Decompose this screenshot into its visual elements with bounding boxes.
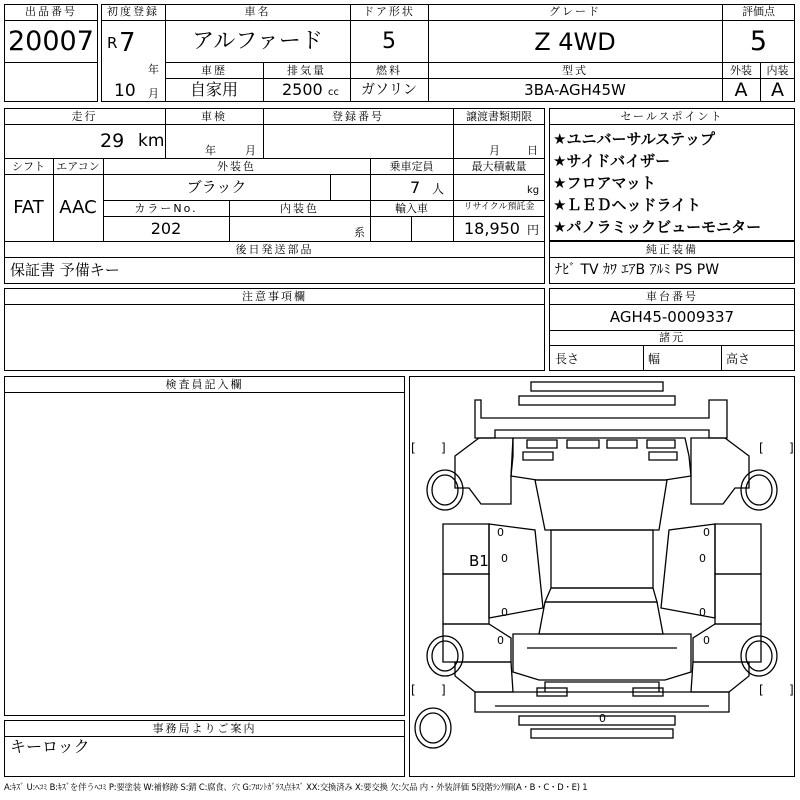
first-registration-label: 初度登録 — [107, 5, 159, 18]
transfer-day-unit: 日 — [527, 144, 538, 157]
sales-point-item: ★ユニバーサルステップ — [553, 130, 715, 148]
fuel: ガソリン — [361, 82, 417, 98]
damage-mark: 0 — [497, 526, 504, 539]
lot-number-label: 出品番号 — [25, 5, 77, 18]
bracket-mark: ] — [789, 441, 794, 455]
rear-bumper-bottom — [519, 716, 675, 725]
later-parts: 保証書 予備キー — [10, 261, 120, 279]
inspector-box — [4, 376, 405, 716]
capacity: 7 — [410, 178, 421, 197]
displacement-label: 排気量 — [287, 64, 326, 77]
length-label: 長さ — [555, 352, 580, 366]
recycle-fee-label: リサイクル預託金 — [463, 202, 535, 212]
history-label: 車歴 — [201, 64, 227, 77]
bracket-mark: ] — [441, 683, 446, 697]
interior-color-label: 内装色 — [280, 202, 319, 215]
width-label: 幅 — [648, 352, 661, 366]
mileage-label: 走行 — [71, 110, 98, 123]
chassis-number: AGH45-0009337 — [609, 308, 735, 326]
bracket-mark: [ — [411, 683, 416, 697]
model-label: 型式 — [562, 64, 588, 77]
registration-month: 10 — [114, 81, 136, 101]
interior-color-unit: 系 — [354, 226, 365, 239]
model-code: 3BA-AGH45W — [524, 81, 626, 99]
exterior-label: 外装 — [730, 64, 752, 77]
bracket-mark: ] — [789, 683, 794, 697]
mileage-unit: km — [138, 131, 165, 151]
hood — [511, 438, 691, 480]
interior-grade: A — [771, 79, 784, 101]
rear-bumper — [475, 692, 729, 712]
inspection-month-unit: 月 — [245, 144, 256, 157]
aircon: AAC — [59, 197, 97, 218]
car-diagram — [409, 376, 795, 777]
displacement: 2500 — [282, 80, 323, 99]
windshield — [535, 480, 667, 530]
month-unit: 月 — [148, 87, 159, 100]
grade: Z 4WD — [534, 28, 616, 56]
color-number: 202 — [150, 219, 182, 238]
sales-point-item: ★ＬＥＤヘッドライト — [553, 196, 701, 214]
damage-mark: 0 — [699, 606, 706, 619]
bracket-mark: [ — [759, 683, 764, 697]
notes-label: 注意事項欄 — [242, 290, 307, 303]
score-label: 評価点 — [742, 5, 775, 18]
office-note: キーロック — [10, 737, 90, 756]
history: 自家用 — [189, 80, 238, 99]
fuel-label: 燃料 — [376, 64, 402, 77]
capacity-label: 乗車定員 — [389, 160, 434, 173]
damage-mark: 0 — [699, 552, 706, 565]
damage-mark: 0 — [703, 526, 710, 539]
door-type-label: ドア形状 — [363, 5, 415, 18]
bracket-mark: ] — [441, 441, 446, 455]
rear-hatch — [513, 634, 691, 680]
front-bumper-inner — [519, 396, 675, 405]
grade-label: グレード — [549, 5, 601, 18]
rear-glass — [539, 602, 663, 634]
left-rear-door — [443, 574, 489, 624]
inspection-label: 車検 — [201, 110, 227, 123]
mileage: 29 — [100, 130, 125, 152]
damage-mark: 0 — [703, 634, 710, 647]
damage-mark: 0 — [501, 552, 508, 565]
equipment-label: 純正装備 — [646, 243, 698, 256]
right-rear-door — [715, 574, 761, 624]
damage-mark-b1: B1 — [469, 552, 489, 570]
shift-label: シフト — [12, 160, 45, 173]
roof — [551, 530, 653, 588]
later-parts-label: 後日発送部品 — [235, 243, 314, 256]
recycle-fee: 18,950 — [464, 219, 520, 238]
front-right-fender — [691, 438, 749, 504]
max-load-label: 最大積載量 — [471, 160, 527, 173]
equipment: ﾅﾋﾞ TV ｶﾜ ｴｱB ｱﾙﾐ PS PW — [555, 262, 720, 278]
office-label: 事務局よりご案内 — [152, 722, 257, 735]
sales-point-item: ★パノラミックビューモニター — [553, 218, 762, 236]
car-name-label: 車名 — [244, 5, 271, 18]
interior-label: 内装 — [766, 64, 789, 77]
era-mark: R — [107, 34, 118, 52]
lot-number: 20007 — [8, 26, 94, 57]
exterior-color: ブラック — [186, 178, 247, 196]
displacement-unit: cc — [328, 87, 339, 98]
bracket-mark: [ — [759, 441, 764, 455]
front-bumper — [475, 400, 727, 438]
max-load-unit: kg — [527, 185, 540, 196]
front-left-fender — [455, 438, 513, 504]
color-number-label: カラーNo. — [134, 202, 198, 215]
rear-right-quarter — [691, 662, 749, 692]
import-label: 輸入車 — [395, 202, 428, 215]
recycle-fee-unit: 円 — [527, 223, 540, 237]
exterior-color-label: 外装色 — [217, 160, 256, 173]
sales-point-item: ★サイドバイザー — [553, 152, 671, 170]
inspector-label: 検査員記入欄 — [165, 378, 244, 391]
legend: A:ｷｽﾞ U:ﾍｺﾐ B:ｷｽﾞを伴うﾍｺﾐ P:要塗装 W:補修跡 S:錆 C:腐食、穴 G:ﾌﾛﾝﾄｶﾞﾗｽ点ｷｽﾞ XX:交換済み X:要交換 欠:欠品 内・外装評価 5段階ﾗﾝｸ順(A・B・C・D・E) 1 — [4, 782, 588, 792]
registration-number-label: 登録番号 — [332, 110, 384, 123]
transfer-month-unit: 月 — [489, 144, 500, 157]
door-count: 5 — [382, 29, 396, 54]
damage-mark: 0 — [501, 606, 508, 619]
aircon-label: エアコン — [56, 160, 100, 173]
transfer-deadline-label: 譲渡書類期限 — [466, 110, 532, 123]
specs-label: 諸元 — [659, 331, 685, 344]
front-bumper-top — [531, 382, 663, 391]
inspection-year-unit: 年 — [205, 144, 216, 157]
sales-point-item: ★フロアマット — [553, 174, 656, 192]
shift: FAT — [13, 197, 44, 218]
sales-points-label: セールスポイント — [620, 110, 724, 123]
registration-year: 7 — [119, 28, 136, 58]
rear-left-quarter — [455, 662, 513, 692]
year-unit: 年 — [148, 63, 159, 76]
height-label: 高さ — [726, 352, 751, 366]
car-name: アルファード — [192, 29, 323, 54]
capacity-unit: 人 — [432, 182, 445, 196]
damage-mark: 0 — [599, 712, 606, 725]
chassis-label: 車台番号 — [646, 290, 698, 303]
right-front-door — [715, 524, 761, 574]
overall-score: 5 — [749, 26, 768, 57]
bracket-mark: [ — [411, 441, 416, 455]
exterior-grade: A — [734, 79, 748, 101]
damage-mark: 0 — [497, 634, 504, 647]
